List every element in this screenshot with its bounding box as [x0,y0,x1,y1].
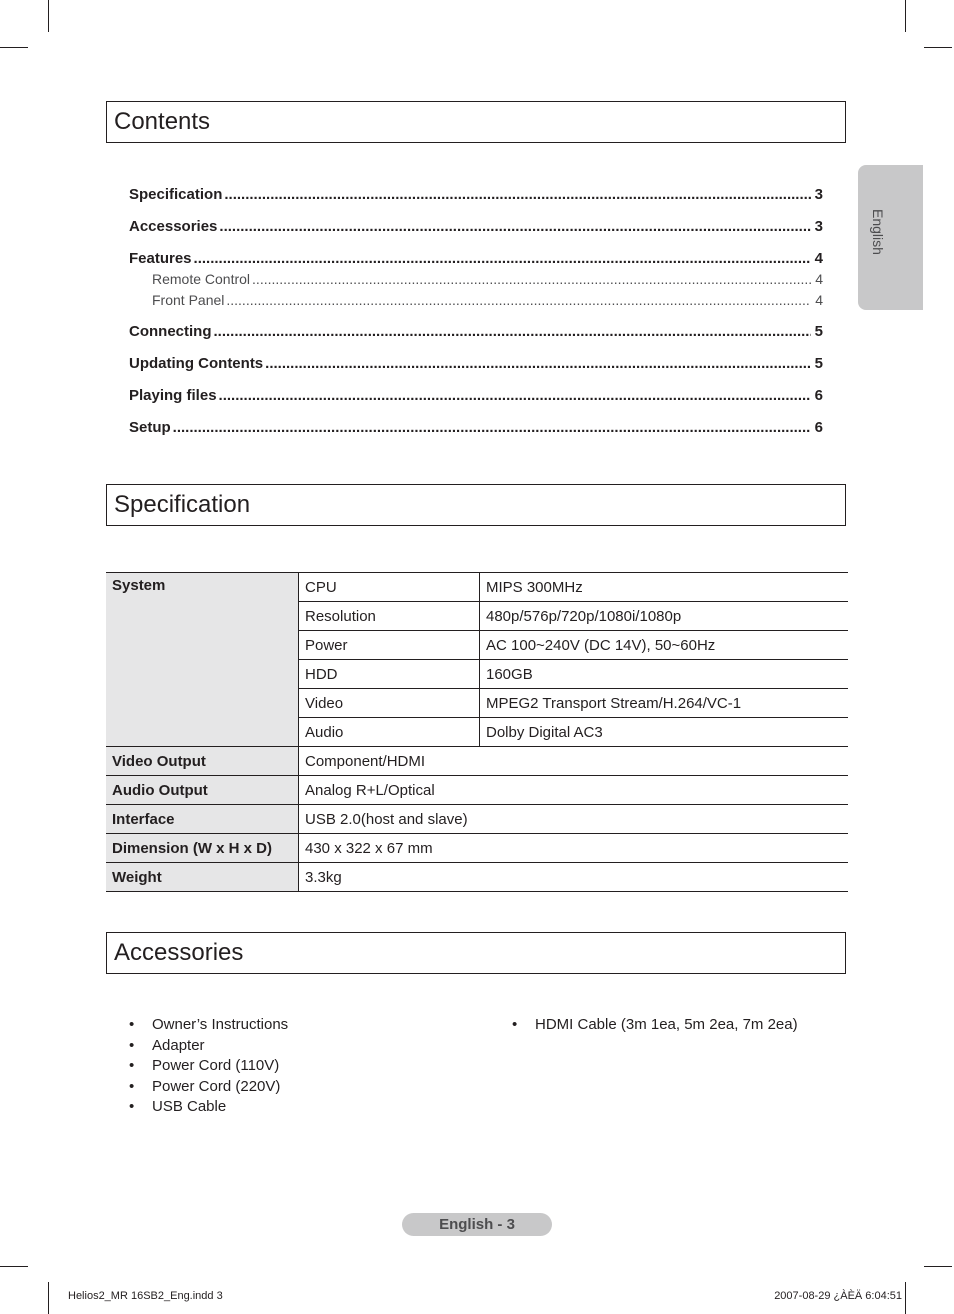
toc-entry[interactable] [129,250,823,267]
table-row [106,747,848,776]
table-row [106,863,848,892]
toc-entry[interactable] [129,186,823,203]
spec-label: Interface [106,805,299,834]
toc-label: Remote Control [152,271,251,287]
list-item: • Power Cord (110V) [129,1056,288,1077]
toc-page: 6 [814,387,823,404]
spec-value: Component/HDMI [299,747,849,776]
print-slug-file: Helios2_MR 16SB2_Eng.indd 3 [68,1290,223,1302]
toc-page: 5 [814,355,823,372]
toc-label: Specification [129,186,223,203]
toc-label: Updating Contents [129,355,264,372]
toc-subentry[interactable] [129,292,823,308]
toc-page: 4 [815,292,823,308]
accessories-heading: Accessories [106,932,846,974]
toc-label: Connecting [129,323,212,340]
toc-entry[interactable] [129,218,823,235]
spec-value: 480p/576p/720p/1080i/1080p [480,602,849,631]
table-row [106,573,848,602]
crop-mark [48,0,49,32]
crop-mark [0,47,28,48]
spec-subitem: Audio [299,718,480,747]
spec-value: MIPS 300MHz [480,573,849,602]
toc-label: Features [129,250,192,267]
toc-entry[interactable] [129,355,823,372]
spec-value: 3.3kg [299,863,849,892]
contents-heading: Contents [106,101,846,143]
spec-label: Audio Output [106,776,299,805]
toc-subentry[interactable] [129,271,823,287]
table-row [106,776,848,805]
crop-mark [924,47,952,48]
toc-page: 4 [815,271,823,287]
list-item: • HDMI Cable (3m 1ea, 5m 2ea, 7m 2ea) [512,1015,798,1036]
spec-value: 430 x 322 x 67 mm [299,834,849,863]
spec-label: Dimension (W x H x D) [106,834,299,863]
print-slug-date: 2007-08-29 ¿ÀÈÄ 6:04:51 [774,1290,902,1302]
spec-value: Dolby Digital AC3 [480,718,849,747]
list-item: • Owner’s Instructions [129,1015,288,1036]
toc-entry[interactable] [129,387,823,404]
specification-table [106,572,848,892]
list-item: • USB Cable [129,1097,288,1118]
spec-value: USB 2.0(host and slave) [299,805,849,834]
toc-page: 6 [814,419,823,436]
spec-subitem: Power [299,631,480,660]
spec-label: System [106,573,299,747]
spec-subitem: HDD [299,660,480,689]
spec-label: Video Output [106,747,299,776]
crop-mark [905,0,906,32]
toc-page: 3 [814,186,823,203]
spec-subitem: CPU [299,573,480,602]
table-row [106,834,848,863]
table-row [106,805,848,834]
toc-page: 4 [814,250,823,267]
spec-subitem: Video [299,689,480,718]
language-tab [858,165,923,310]
accessories-list-left [129,1015,288,1118]
list-item: • Power Cord (220V) [129,1077,288,1098]
spec-value: MPEG2 Transport Stream/H.264/VC-1 [480,689,849,718]
toc-entry[interactable] [129,419,823,436]
crop-mark [48,1282,49,1314]
toc-label: Front Panel [152,292,225,308]
spec-value: Analog R+L/Optical [299,776,849,805]
spec-value: 160GB [480,660,849,689]
crop-mark [0,1266,28,1267]
accessories-list-right [512,1015,798,1036]
toc-page: 5 [814,323,823,340]
crop-mark [924,1266,952,1267]
toc-label: Accessories [129,218,218,235]
toc-page: 3 [814,218,823,235]
list-item: • Adapter [129,1036,288,1057]
specification-heading: Specification [106,484,846,526]
toc-entry[interactable] [129,323,823,340]
toc-label: Setup [129,419,171,436]
spec-subitem: Resolution [299,602,480,631]
crop-mark [905,1282,906,1314]
spec-value: AC 100~240V (DC 14V), 50~60Hz [480,631,849,660]
toc-label: Playing files [129,387,217,404]
page-number: English - 3 [402,1213,552,1236]
spec-label: Weight [106,863,299,892]
language-tab-label: English [870,209,886,255]
